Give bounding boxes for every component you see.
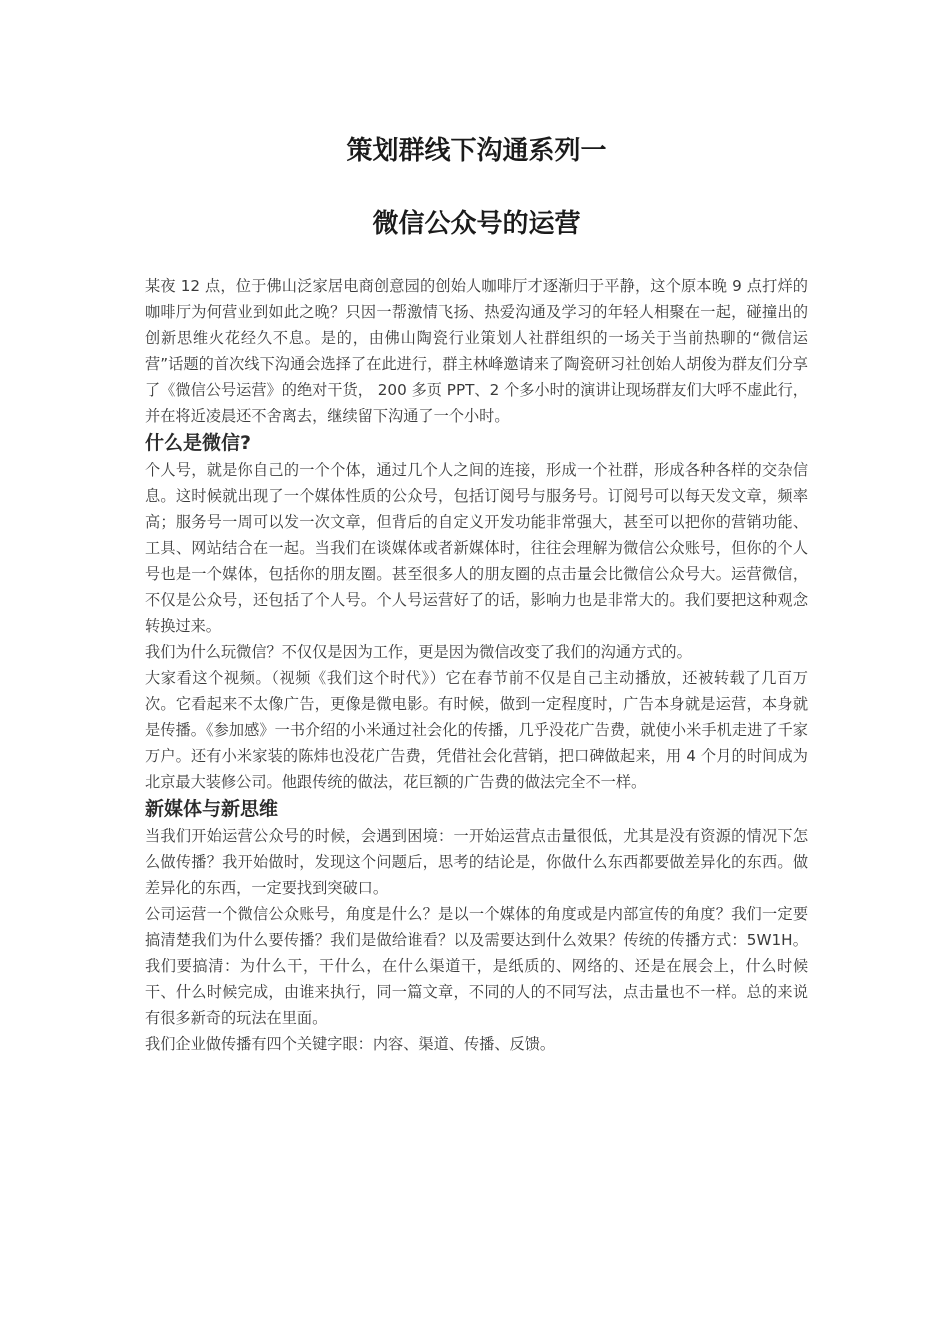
document-body (145, 273, 808, 1057)
paragraph: 大家看这个视频。（视频《我们这个时代》）它在春节前不仅是自己主动播放，还被转载了几百万次。它看起来不太像广告，更像是微电影。有时候，做到一定程度时，广告本身就是运营，本身就是传播。《参加感》一书介绍的小米通过社会化的传播，几乎没花广告费，就使小米手机走进了千家万户。还有小米家装的陈炜也没花广告费，凭借社会化营销，把口碑做起来，用 4 个月的时间成为北京最大装修公司。他跟传统的做法，花巨额的广告费的做法完全不一样。 (145, 669, 808, 791)
paragraph: 我们企业做传播有四个关键字眼：内容、渠道、传播、反馈。 (145, 1035, 556, 1053)
intro-paragraph: 某夜 12 点，位于佛山泛家居电商创意园的创始人咖啡厅才逐渐归于平静，这个原本晚 9 点打烊的咖啡厅为何营业到如此之晚？只因一帮激情飞扬、热爱沟通及学习的年轻人相聚在一起，碰撞出的创新思维火花经久不息。是的，由佛山陶瓷行业策划人社群组织的一场关于当前热聊的“微信运营”话题的首次线下沟通会选择了在此进行，群主林峰邀请来了陶瓷研习社创始人胡俊为群友们分享了《微信公号运营》的绝对干货， 200 多页 PPT、2 个多小时的演讲让现场群友们大呼不虚此行，并在将近凌晨还不舍离去，继续留下沟通了一个小时。 (145, 277, 808, 425)
section-heading-new-media: 新媒体与新思维 (145, 798, 279, 820)
document-title: 策划群线下沟通系列一 (346, 136, 607, 166)
paragraph: 我们为什么玩微信？不仅仅是因为工作，更是因为微信改变了我们的沟通方式的。 (145, 643, 692, 661)
document-subtitle: 微信公众号的运营 (372, 209, 581, 239)
section-heading-what-is-wechat: 什么是微信? (145, 432, 252, 454)
paragraph: 公司运营一个微信公众账号，角度是什么？是以一个媒体的角度或是内部宣传的角度？我们一定要搞清楚我们为什么要传播？我们是做给谁看？以及需要达到什么效果？传统的传播方式：5W1H。我们要搞清：为什么干，干什么，在什么渠道干，是纸质的、网络的、还是在展会上，什么时候干、什么时候完成，由谁来执行，同一篇文章，不同的人的不同写法，点击量也不一样。总的来说有很多新奇的玩法在里面。 (145, 905, 808, 1027)
paragraph: 当我们开始运营公众号的时候，会遇到困境：一开始运营点击量很低，尤其是没有资源的情况下怎么做传播？我开始做时，发现这个问题后，思考的结论是，你做什么东西都要做差异化的东西。做差异化的东西，一定要找到突破口。 (145, 827, 808, 897)
paragraph: 个人号，就是你自己的一个个体，通过几个人之间的连接，形成一个社群，形成各种各样的交杂信息。这时候就出现了一个媒体性质的公众号，包括订阅号与服务号。订阅号可以每天发文章，频率高；服务号一周可以发一次文章，但背后的自定义开发功能非常强大，甚至可以把你的营销功能、工具、网站结合在一起。当我们在谈媒体或者新媒体时，往往会理解为微信公众账号，但你的个人号也是一个媒体，包括你的朋友圈。甚至很多人的朋友圈的点击量会比微信公众号大。运营微信，不仅是公众号，还包括了个人号。个人号运营好了的话，影响力也是非常大的。我们要把这种观念转换过来。 (145, 461, 808, 635)
